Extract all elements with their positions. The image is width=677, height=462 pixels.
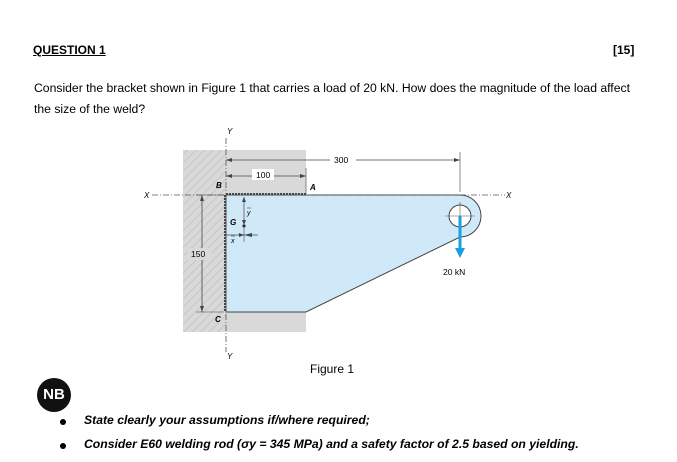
bullet-1 [60, 419, 66, 425]
centroid-label: G [230, 218, 237, 227]
point-b-label: B [216, 181, 222, 190]
point-c-label: C [215, 315, 221, 324]
load-label: 20 kN [443, 267, 466, 277]
dimension-300-label: 300 [334, 155, 349, 165]
bracket-figure [130, 122, 550, 378]
wall-support [183, 150, 226, 332]
y-bar-label: y [247, 210, 251, 217]
note-assumptions: State clearly your assumptions if/where required; [84, 413, 370, 427]
y-axis-bottom-label: Y [227, 352, 233, 361]
load-arrow-head [455, 248, 465, 258]
note-welding-rod: Consider E60 welding rod (σy = 345 MPa) and a safety factor of 2.5 based on yielding. [84, 437, 579, 451]
x-axis-left-label: X [144, 191, 150, 200]
nb-badge: NB [37, 378, 71, 412]
y-axis-top-label: Y [227, 127, 233, 136]
bullet-2 [60, 443, 66, 449]
dimension-300-arrow-right [454, 158, 460, 162]
x-axis-right-label: X [506, 191, 512, 200]
question-text: Consider the bracket shown in Figure 1 that carries a load of 20 kN. How does the magnitude of the load affect the size of the weld? [34, 81, 630, 116]
question-title: QUESTION 1 [33, 43, 106, 57]
point-a-label: A [310, 183, 316, 192]
wall-bottom-face [226, 312, 306, 332]
question-marks: [15] [613, 43, 635, 57]
x-bar-label: x [231, 238, 235, 245]
figure-caption: Figure 1 [310, 362, 355, 376]
bracket-plate [226, 195, 481, 312]
dimension-100-label: 100 [256, 170, 271, 180]
dimension-150-label: 150 [191, 249, 206, 259]
